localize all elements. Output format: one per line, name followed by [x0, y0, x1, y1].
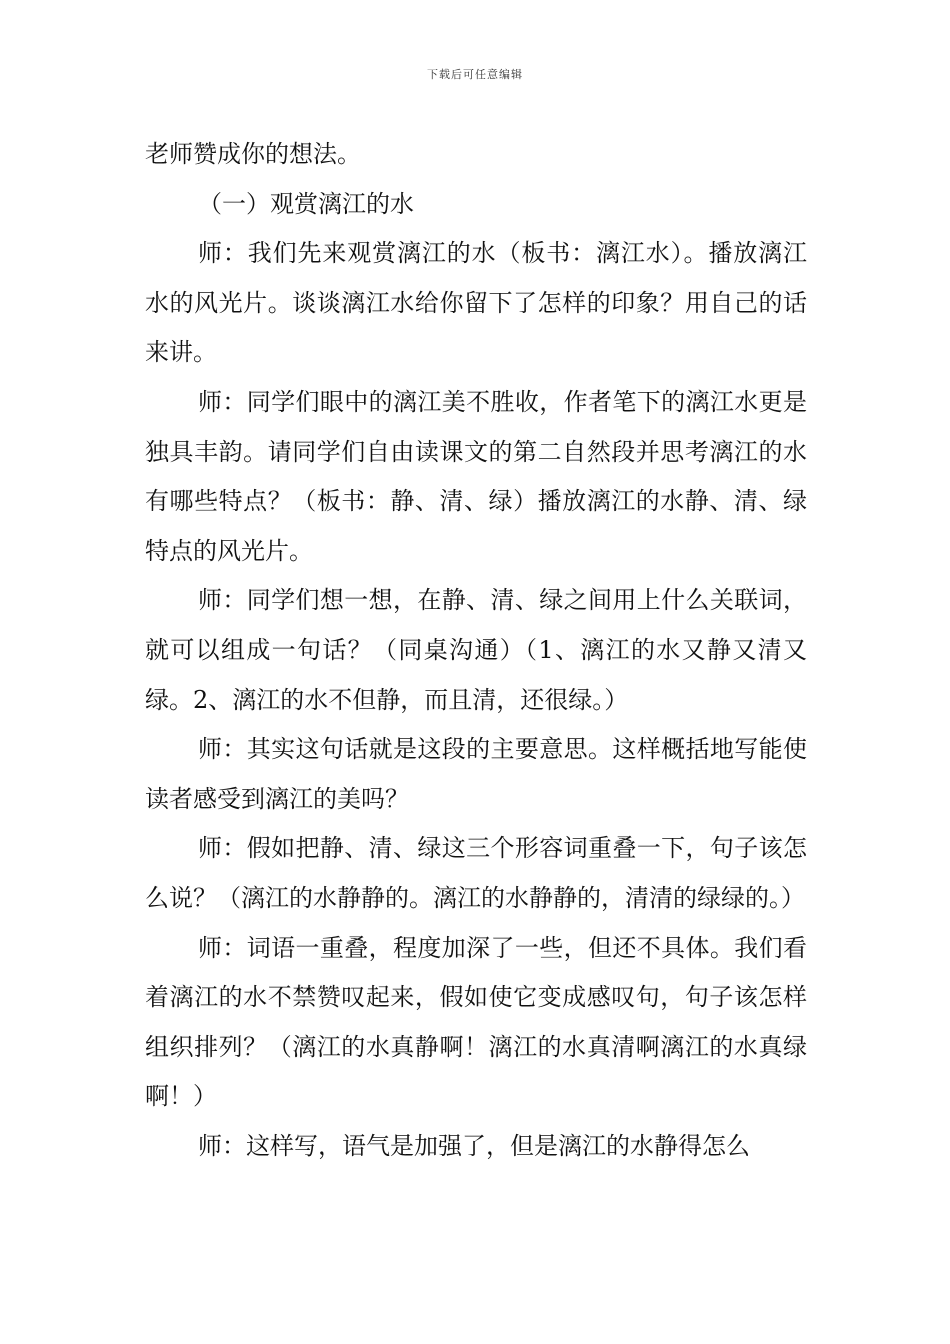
page-header: 下载后可任意编辑	[427, 68, 523, 81]
paragraph: 老师赞成你的想法。	[145, 140, 361, 168]
paragraph: 师：我们先来观赏漓江的水（板书：漓江水）。播放漓江水的风光片。谈谈漓江水给你留下了怎样的印象？用自己的话来讲。	[145, 239, 807, 367]
paragraph: 师：同学们眼中的漓江美不胜收，作者笔下的漓江水更是独具丰韵。请同学们自由读课文的第二自然段并思考漓江的水有哪些特点？（板书：静、清、绿）播放漓江的水静、清、绿特点的风光片。	[145, 387, 807, 565]
paragraph: 师：词语一重叠，程度加深了一些，但还不具体。我们看着漓江的水不禁赞叹起来，假如使它变成感叹句，句子该怎样组织排列？（漓江的水真静啊！漓江的水真清啊漓江的水真绿啊！）	[145, 933, 807, 1111]
paragraph: 师：假如把静、清、绿这三个形容词重叠一下，句子该怎么说？（漓江的水静静的。漓江的水静静的，清清的绿绿的。）	[145, 834, 807, 912]
paragraph: 师：其实这句话就是这段的主要意思。这样概括地写能使读者感受到漓江的美吗？	[145, 735, 807, 813]
document-body	[145, 130, 807, 1171]
paragraph: 师：这样写，语气是加强了，但是漓江的水静得怎么	[198, 1131, 750, 1160]
paragraph: 师：同学们想一想，在静、清、绿之间用上什么关联词，就可以组成一句话？（同桌沟通）（1、漓江的水又静又清又绿。2、漓江的水不但静，而且清，还很绿。）	[145, 586, 807, 714]
section-heading: （一）观赏漓江的水	[198, 189, 414, 218]
